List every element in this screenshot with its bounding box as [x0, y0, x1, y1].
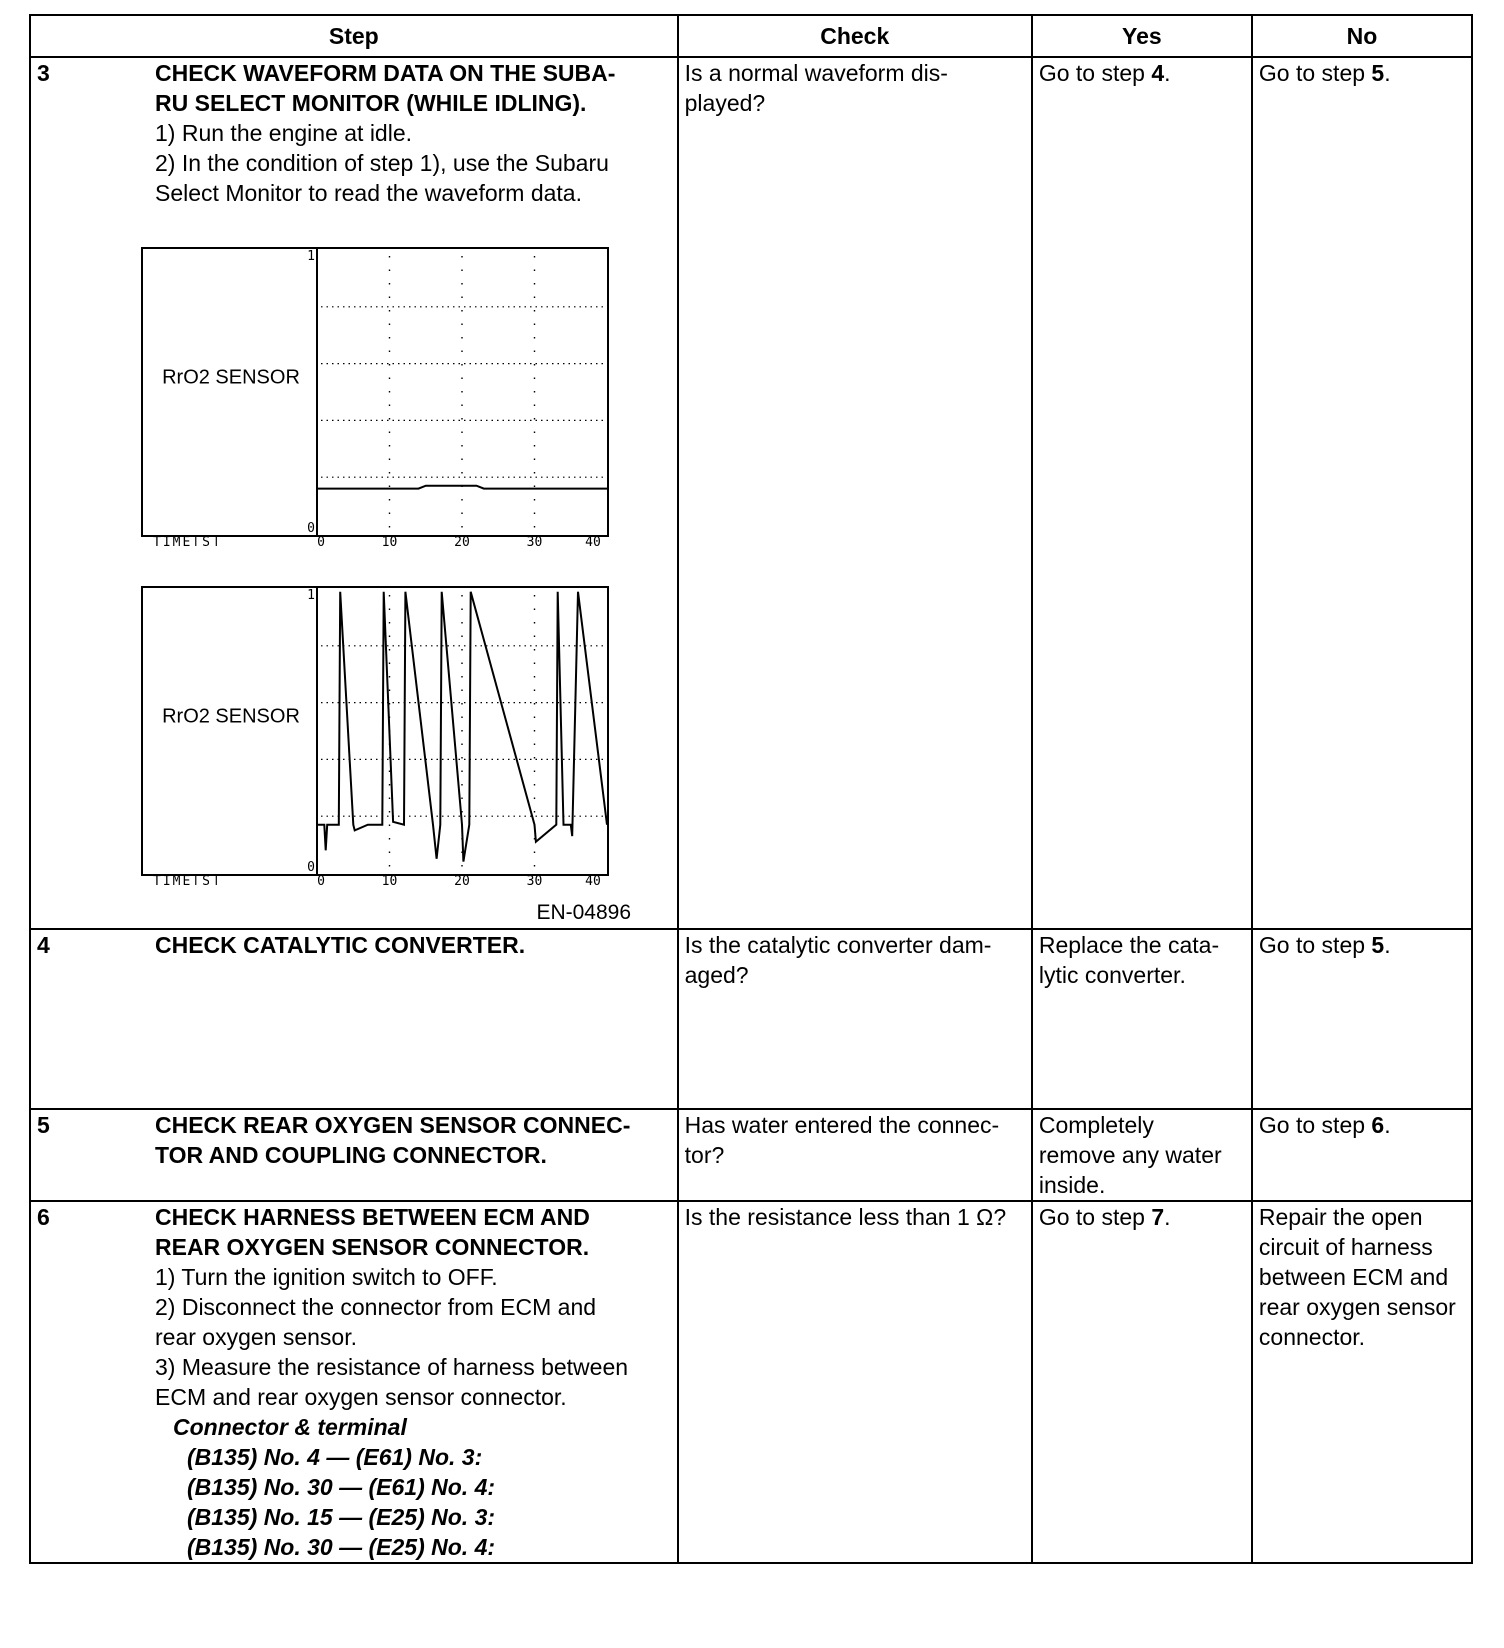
chart-x-tick-label: 20	[454, 874, 470, 885]
connector-terminal-line: (B135) No. 4 — (E61) No. 3:	[187, 1444, 483, 1470]
check-text: aged?	[684, 962, 749, 988]
chart-x-tick-label: 10	[381, 874, 398, 885]
chart-x-axis-label: TIME[S]	[153, 535, 222, 546]
yes-step-number: 4	[1151, 60, 1165, 86]
check-text: Is a normal waveform dis-	[684, 60, 948, 86]
table-row	[30, 57, 1472, 929]
chart-series-line	[317, 592, 607, 862]
step-title-line: CHECK HARNESS BETWEEN ECM AND	[155, 1204, 590, 1230]
step-title-line: REAR OXYGEN SENSOR CONNECTOR.	[155, 1234, 590, 1260]
chart-x-tick-label: 0	[317, 874, 325, 885]
step-number: 5	[37, 1112, 50, 1138]
no-text: rear oxygen sensor	[1258, 1294, 1456, 1320]
check-cell	[678, 1201, 1032, 1563]
instruction: 2) Disconnect the connector from ECM and	[155, 1294, 597, 1320]
chart-x-tick-label: 40	[585, 874, 601, 885]
step-title	[155, 1110, 671, 1170]
no-cell: Go to step 6.	[1252, 1109, 1472, 1201]
instruction: Select Monitor to read the waveform data.	[155, 180, 582, 206]
no-text: Repair the open	[1258, 1204, 1423, 1230]
no-text: Go to step	[1258, 1112, 1372, 1138]
yes-text: Go to step	[1038, 60, 1152, 86]
connector-terminal-line: (B135) No. 30 — (E61) No. 4:	[187, 1474, 496, 1500]
chart-frame	[142, 248, 608, 536]
no-step-number: 5	[1371, 932, 1385, 958]
chart-x-tick-label: 20	[454, 535, 470, 546]
yes-text: inside.	[1038, 1172, 1106, 1198]
yes-cell	[1032, 1109, 1252, 1201]
yes-cell	[1032, 929, 1252, 1109]
check-text: tor?	[684, 1142, 725, 1168]
instruction: ECM and rear oxygen sensor connector.	[155, 1384, 567, 1410]
yes-text: lytic converter.	[1038, 962, 1186, 988]
yes-step-number: 7	[1151, 1204, 1165, 1230]
waveform-chart-abnormal	[141, 585, 611, 885]
table-row	[30, 929, 1472, 1109]
instruction: 3) Measure the resistance of harness between	[155, 1354, 629, 1380]
step-title-line: RU SELECT MONITOR (WHILE IDLING).	[155, 90, 587, 116]
step-title: CHECK CATALYTIC CONVERTER.	[155, 932, 526, 958]
connector-terminal-line: (B135) No. 15 — (E25) No. 3:	[187, 1504, 496, 1530]
no-text: Go to step	[1258, 932, 1372, 958]
check-text: Is the catalytic converter dam-	[684, 932, 992, 958]
yes-text: Replace the cata-	[1038, 932, 1220, 958]
step-title-line: CHECK WAVEFORM DATA ON THE SUBA-	[155, 60, 616, 86]
step-title	[155, 58, 671, 118]
step-title-line: CHECK REAR OXYGEN SENSOR CONNEC-	[155, 1112, 631, 1138]
chart-y-tick-label: 0	[307, 860, 315, 875]
chart-x-axis-label: TIME[S]	[153, 874, 222, 885]
check-text: Is the resistance less than 1 Ω?	[684, 1204, 1007, 1230]
step-cell	[30, 929, 678, 1109]
no-text: circuit of harness	[1258, 1234, 1433, 1260]
yes-text: Completely	[1038, 1112, 1154, 1138]
chart-x-tick-label: 40	[585, 535, 601, 546]
header-row	[30, 15, 1472, 57]
instruction: 1) Turn the ignition switch to OFF.	[155, 1264, 498, 1290]
chart-series-label: RrO2 SENSOR	[162, 366, 300, 389]
check-cell	[678, 929, 1032, 1109]
chart-series-line	[317, 486, 607, 489]
step-number: 6	[37, 1204, 50, 1230]
header-yes: Yes	[1032, 15, 1252, 57]
instruction: 2) In the condition of step 1), use the Subaru	[155, 150, 609, 176]
no-text: connector.	[1258, 1324, 1366, 1350]
no-text: Go to step	[1258, 60, 1372, 86]
check-cell	[678, 57, 1032, 929]
no-step-number: 5	[1371, 60, 1385, 86]
chart-y-tick-label: 1	[307, 588, 315, 603]
chart-frame	[142, 587, 608, 875]
connector-terminal-line: (B135) No. 30 — (E25) No. 4:	[187, 1534, 496, 1560]
header-no: No	[1252, 15, 1472, 57]
yes-cell: Go to step 4.	[1032, 57, 1252, 929]
step-cell	[30, 1201, 678, 1563]
table-row	[30, 1109, 1472, 1201]
no-cell: Go to step 5.	[1252, 57, 1472, 929]
chart-x-tick-label: 30	[526, 874, 543, 885]
figure-code: EN-04896	[536, 901, 631, 924]
step-number: 4	[37, 932, 50, 958]
step-number: 3	[37, 60, 50, 86]
yes-cell: Go to step 7.	[1032, 1201, 1252, 1563]
yes-text: Go to step	[1038, 1204, 1152, 1230]
check-text: played?	[684, 90, 766, 116]
table-row	[30, 1201, 1472, 1563]
chart-series-label: RrO2 SENSOR	[162, 705, 300, 728]
step-title	[155, 1202, 671, 1262]
step-cell	[30, 57, 678, 929]
yes-text: remove any water	[1038, 1142, 1222, 1168]
header-step: Step	[30, 15, 678, 57]
no-cell	[1252, 1201, 1472, 1563]
connector-terminal-label: Connector & terminal	[173, 1414, 407, 1440]
chart-x-tick-label: 10	[381, 535, 398, 546]
chart-x-tick-label: 0	[317, 535, 325, 546]
step-cell	[30, 1109, 678, 1201]
instruction: 1) Run the engine at idle.	[155, 120, 413, 146]
no-step-number: 6	[1371, 1112, 1385, 1138]
diagnostic-table	[29, 14, 1473, 1564]
step-title-line: TOR AND COUPLING CONNECTOR.	[155, 1142, 547, 1168]
check-cell	[678, 1109, 1032, 1201]
chart-y-tick-label: 1	[307, 249, 315, 264]
chart-y-tick-label: 0	[307, 521, 315, 536]
waveform-chart-normal	[141, 246, 611, 546]
check-text: Has water entered the connec-	[684, 1112, 1000, 1138]
no-cell: Go to step 5.	[1252, 929, 1472, 1109]
instruction: rear oxygen sensor.	[155, 1324, 358, 1350]
chart-x-tick-label: 30	[526, 535, 543, 546]
no-text: between ECM and	[1258, 1264, 1449, 1290]
header-check: Check	[678, 15, 1032, 57]
